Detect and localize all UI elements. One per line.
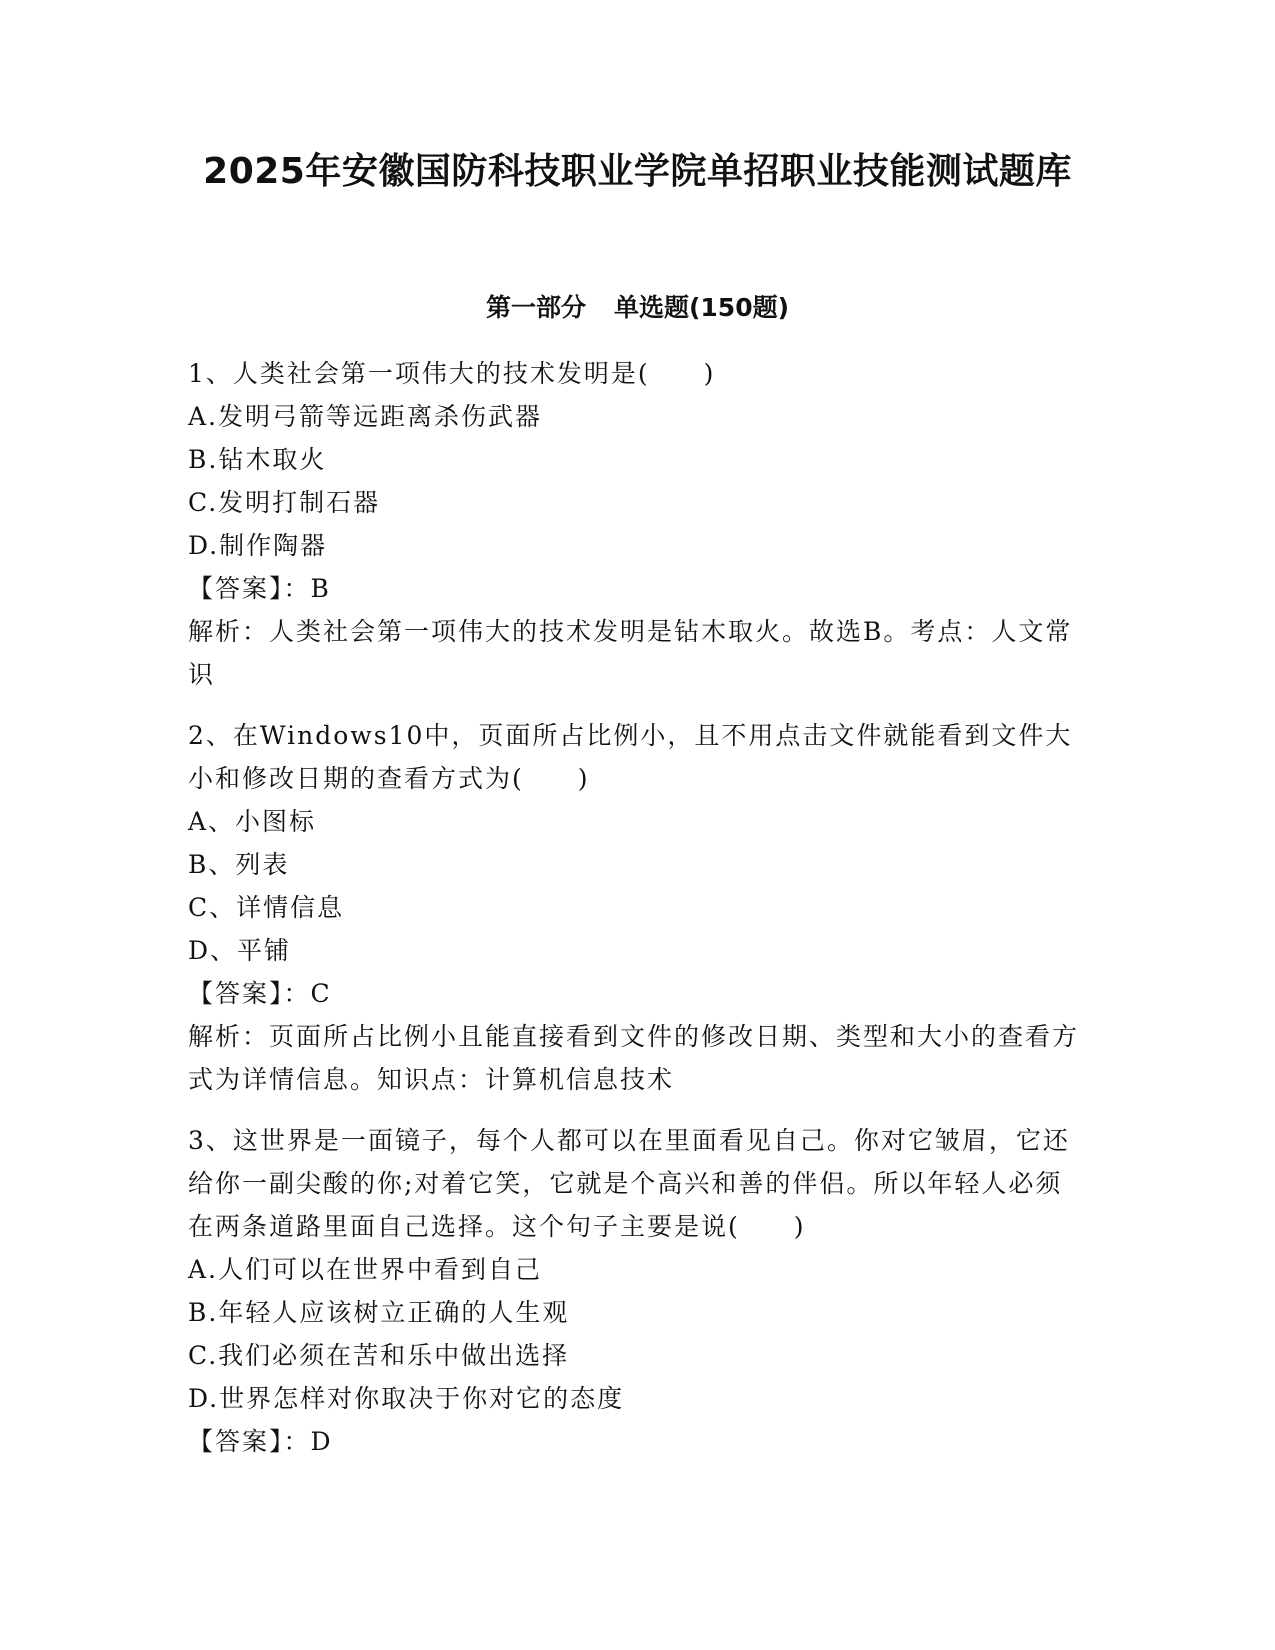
question-stem: 1、人类社会第一项伟大的技术发明是( ) [188,359,716,388]
option-d: D.世界怎样对你取决于你对它的态度 [188,1384,625,1413]
option-a: A.发明弓箭等远距离杀伤武器 [188,402,543,431]
answer-value: ：C [283,979,332,1008]
answer-value: ：B [283,574,331,603]
question-3 [188,1119,1088,1463]
section-heading [0,290,1275,326]
document-title: 2025年安徽国防科技职业学院单招职业技能测试题库 [203,151,1072,192]
section-part: 第一部分 [485,293,586,322]
question-list [188,352,1088,1481]
option-d: D.制作陶器 [188,531,328,560]
section-name: 单选题(150题) [613,293,790,322]
answer-label: 【答案】 [188,574,284,603]
option-b: B、列表 [188,850,290,879]
answer-value: ：D [283,1427,333,1456]
answer-line [188,567,1088,610]
option-c: C、详情信息 [188,893,345,922]
question-1 [188,352,1088,696]
answer-label: 【答案】 [188,1427,284,1456]
option-c: C.我们必须在苦和乐中做出选择 [188,1341,570,1370]
option-a: A、小图标 [188,807,317,836]
option-a: A.人们可以在世界中看到自己 [188,1255,543,1284]
question-2 [188,714,1088,1101]
option-d: D、平铺 [188,936,292,965]
answer-label: 【答案】 [188,979,284,1008]
question-stem: 3、这世界是一面镜子，每个人都可以在里面看见自己。你对它皱眉，它还给你一副尖酸的你;对着它笑，它就是个高兴和善的伴侣。所以年轻人必须在两条道路里面自己选择。这个句子主要是说( ) [188,1126,1070,1241]
option-c: C.发明打制石器 [188,488,381,517]
explanation: 解析：人类社会第一项伟大的技术发明是钻木取火。故选B。考点：人文常识 [188,617,1073,689]
option-b: B.年轻人应该树立正确的人生观 [188,1298,570,1327]
explanation: 解析：页面所占比例小且能直接看到文件的修改日期、类型和大小的查看方式为详情信息。知识点：计算机信息技术 [188,1022,1080,1094]
answer-line [188,1420,1088,1463]
question-stem: 2、在Windows10中，页面所占比例小，且不用点击文件就能看到文件大小和修改日期的查看方式为( ) [188,721,1073,793]
answer-line [188,972,1088,1015]
option-b: B.钻木取火 [188,445,327,474]
